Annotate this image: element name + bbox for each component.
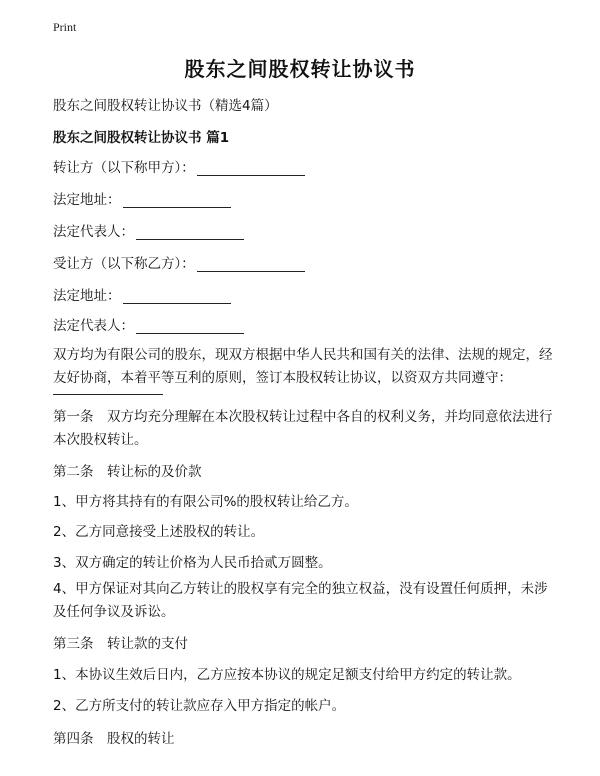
- blank-line: [136, 225, 244, 240]
- field-label: 受让方（以下称乙方）：: [53, 256, 195, 272]
- field-label: 转让方（以下称甲方）：: [53, 160, 195, 176]
- field-transferor-address: [53, 188, 231, 208]
- article-2-title: 第二条 转让标的及价款: [53, 464, 202, 480]
- section-heading: 股东之间股权转让协议书 篇1: [53, 130, 230, 146]
- blank-line: [123, 193, 231, 208]
- blank-line: [197, 161, 305, 176]
- article-2-item: 2、乙方同意接受上述股权的转让。: [53, 524, 265, 540]
- field-label: 法定地址：: [53, 192, 121, 208]
- article-3-item: 1、本协议生效后日内，乙方应按本协议的规定足额支付给甲方约定的转让款。: [53, 667, 521, 683]
- article-1: 第一条 双方均充分理解在本次股权转让过程中各自的权利义务，并均同意依法进行本次股权转让。: [53, 409, 553, 448]
- blank-line: [53, 394, 163, 395]
- document-subtitle: 股东之间股权转让协议书（精选4篇）: [53, 98, 278, 114]
- field-transferor-representative: [53, 220, 244, 240]
- blank-line: [197, 257, 305, 272]
- field-label: 法定代表人：: [53, 224, 134, 240]
- field-label: 法定代表人：: [53, 318, 134, 334]
- article-3-item: 2、乙方所支付的转让款应存入甲方指定的帐户。: [53, 698, 346, 714]
- field-transferee-address: [53, 284, 231, 304]
- print-link[interactable]: Print: [53, 20, 77, 34]
- article-2-item: 1、甲方将其持有的有限公司%的股权转让给乙方。: [53, 494, 358, 510]
- article-2-item: 4、甲方保证对其向乙方转让的股权享有完全的独立权益，没有设置任何质押，未涉及任何争议及诉讼。: [53, 581, 548, 620]
- field-transferee: [53, 252, 305, 272]
- article-3-title: 第三条 转让款的支付: [53, 636, 188, 652]
- document-title: 股东之间股权转让协议书: [184, 57, 416, 81]
- intro-paragraph: 双方均为有限公司的股东，现双方根据中华人民共和国有关的法律、法规的规定，经友好协商，本着平等互利的原则，签订本股权转让协议，以资双方共同遵守：: [53, 347, 553, 386]
- field-label: 法定地址：: [53, 288, 121, 304]
- article-2-item: 3、双方确定的转让价格为人民币拾贰万圆整。: [53, 555, 332, 571]
- article-4-title: 第四条 股权的转让: [53, 731, 175, 747]
- field-transferor: [53, 156, 305, 176]
- blank-line: [123, 289, 231, 304]
- field-transferee-representative: [53, 314, 244, 334]
- blank-line: [136, 319, 244, 334]
